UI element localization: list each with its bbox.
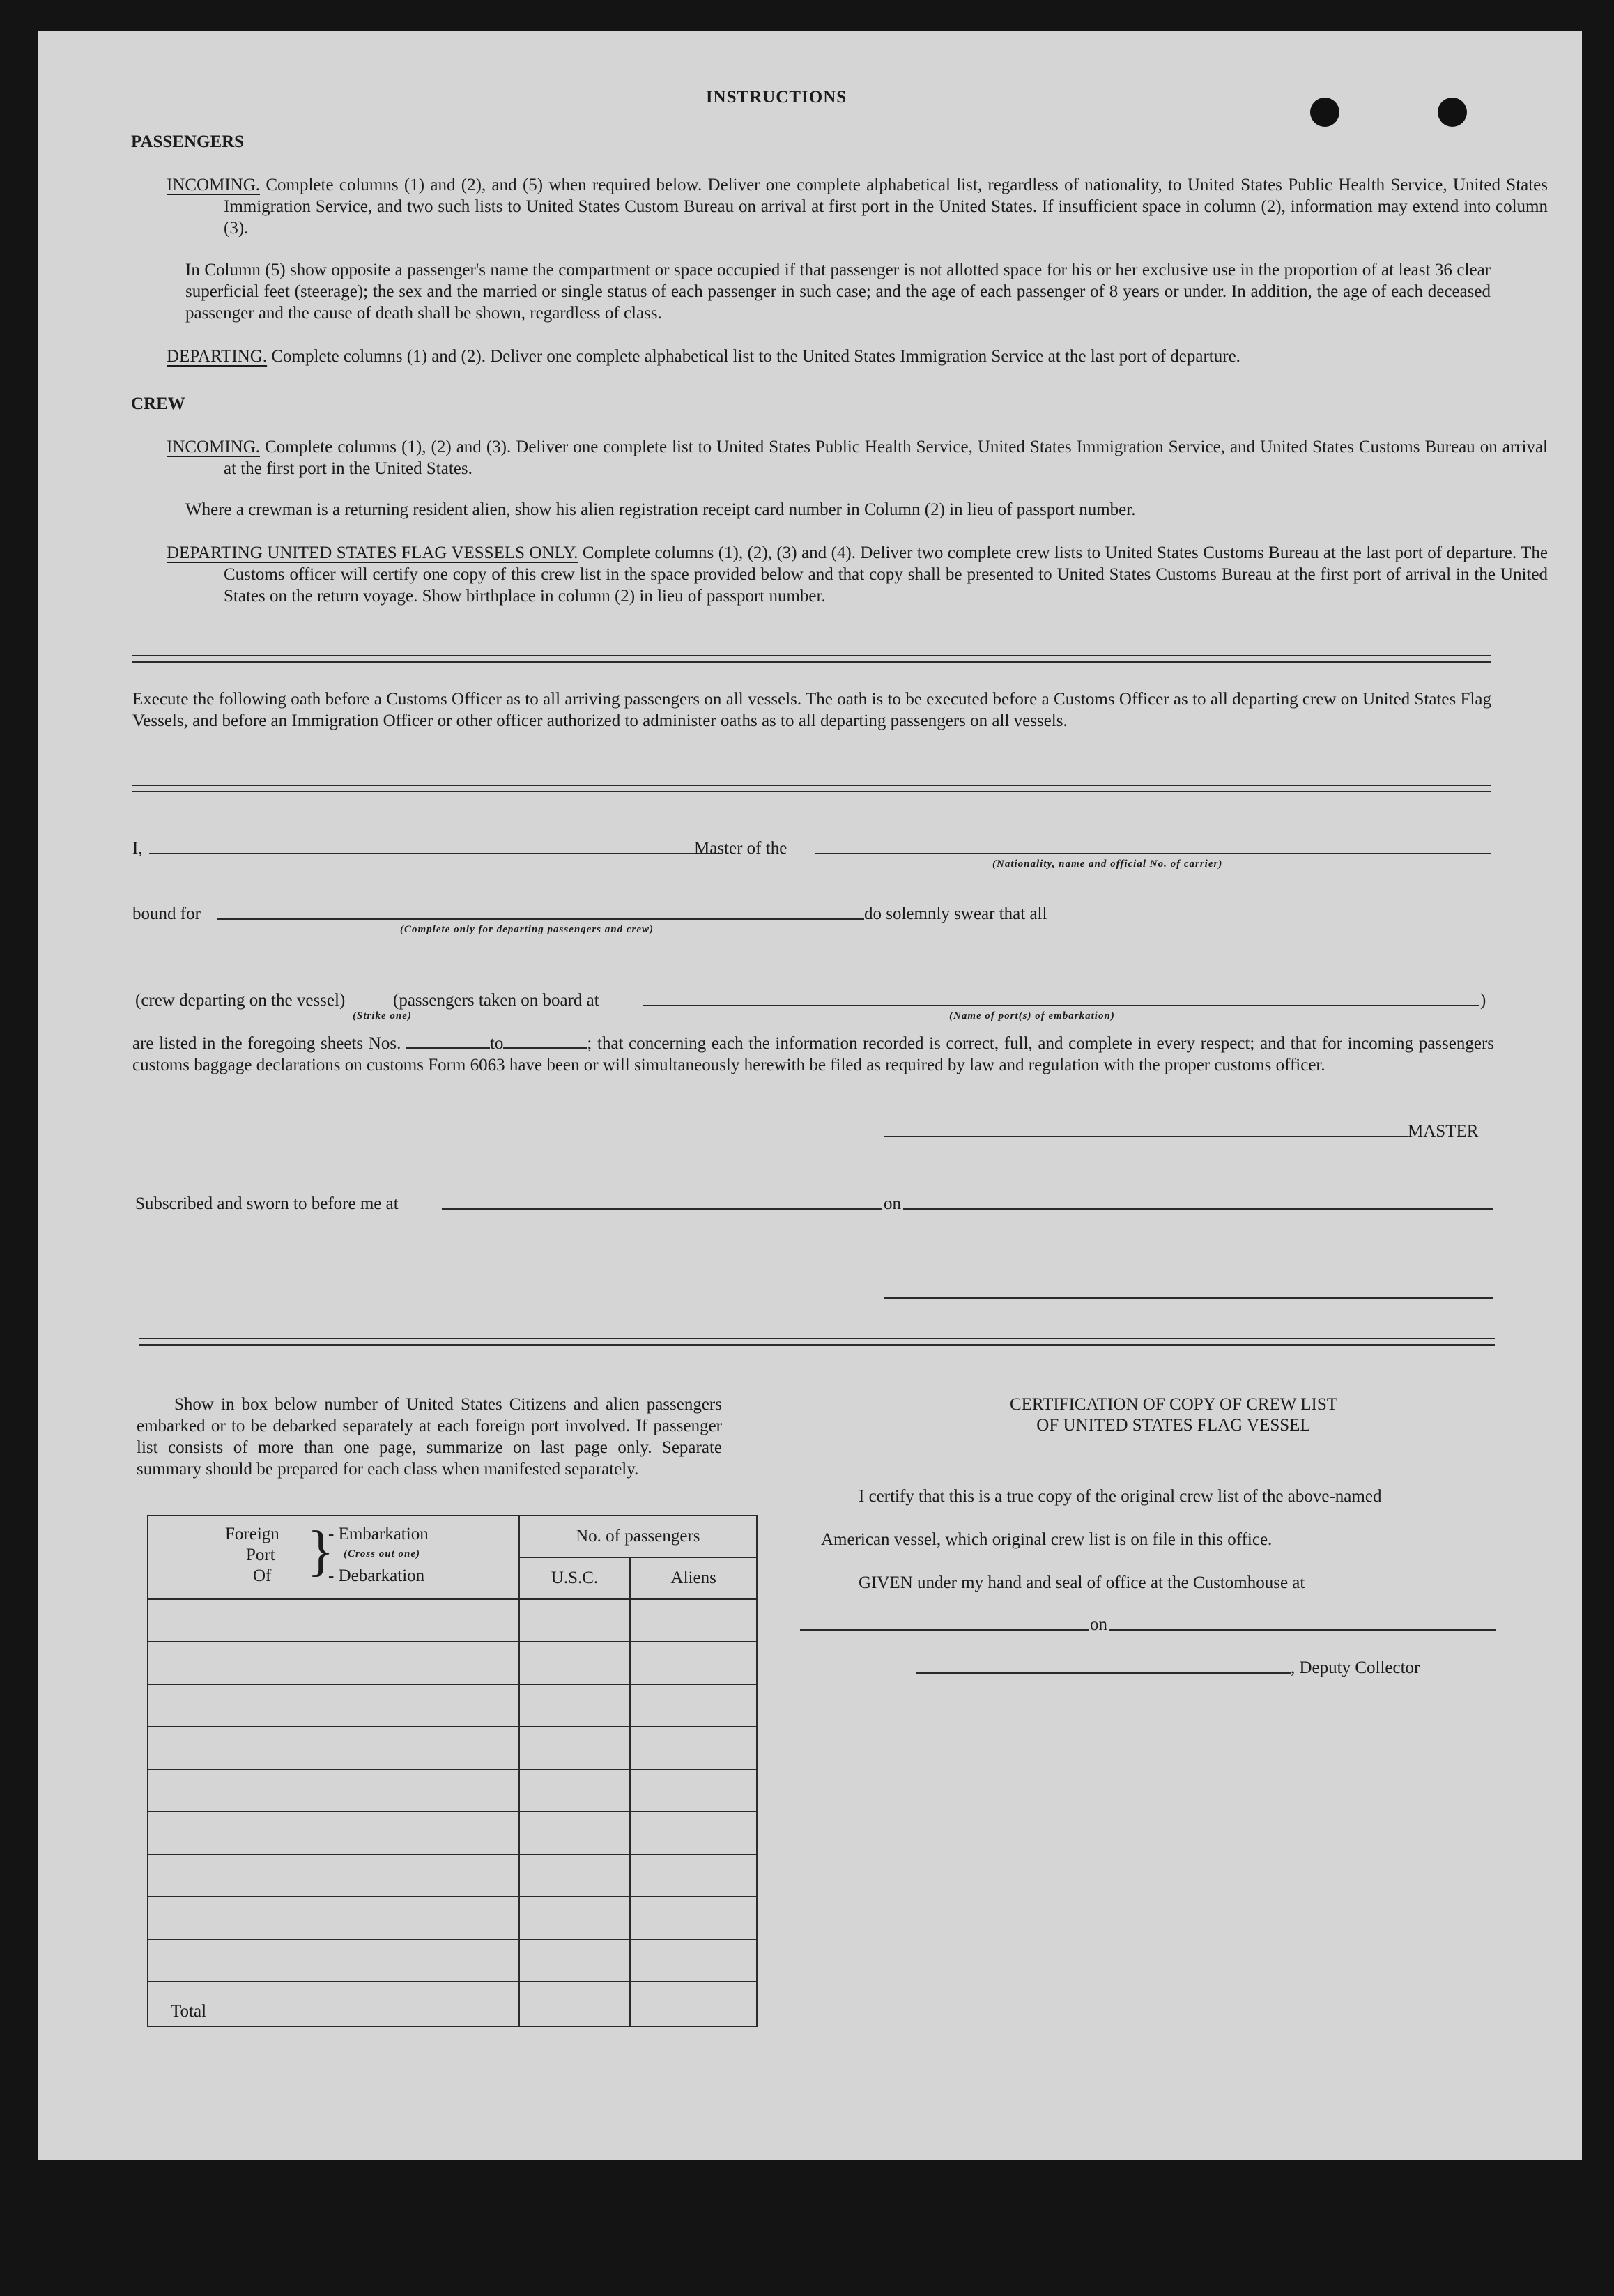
oath-instructions: Execute the following oath before a Customs Officer as to all arriving passengers on all vessels. The oath is to be executed before a Customs Officer as to all departing crew on United States Flag Vessels, and before an Immigration Officer or other officer authorized to administer oaths as to all departing passengers on all vessels. <box>132 690 1491 730</box>
punch-hole-left <box>1310 98 1339 127</box>
table-row <box>148 1939 757 1982</box>
aliens-cell[interactable] <box>630 1769 757 1812</box>
aliens-header: Aliens <box>630 1557 757 1599</box>
master-of-the-label: Master of the <box>694 839 787 858</box>
strike-one-note: (Strike one) <box>353 1010 412 1022</box>
crew-incoming <box>167 436 1548 479</box>
usc-cell[interactable] <box>519 1684 631 1727</box>
divider-1 <box>132 655 1491 663</box>
swear-label: do solemnly swear that all <box>864 904 1047 923</box>
aliens-cell[interactable] <box>630 1684 757 1727</box>
form-sheet <box>38 31 1582 2160</box>
master-label: MASTER <box>1408 1122 1479 1141</box>
certification-date-field[interactable] <box>1109 1629 1496 1631</box>
brace-icon: } <box>307 1520 335 1582</box>
no-passengers-header: No. of passengers <box>519 1516 757 1557</box>
passengers-departing <box>167 346 1491 367</box>
passengers-column5-note: In Column (5) show opposite a passenger's name the compartment or space occupied if that passenger is not allotted space for his or her exclusive use in the proportion of at least 36 clear superficial feet (steerage); the sex and the married or single status of each passenger in such case; and the age of each passenger of 8 years or under. In addition, the age of each deceased passenger and the cause of death shall be shown, regardless of class. <box>185 261 1491 323</box>
total-aliens-cell[interactable] <box>630 1982 757 2026</box>
port-note: (Name of port(s) of embarkation) <box>949 1010 1115 1022</box>
sheet-to-field[interactable] <box>503 1033 587 1049</box>
port-cell[interactable] <box>148 1812 519 1854</box>
passengers-incoming-label: INCOMING. <box>167 176 261 194</box>
port-cell[interactable] <box>148 1769 519 1812</box>
to-label: to <box>489 1034 504 1053</box>
port-cell[interactable] <box>148 1599 519 1642</box>
port-cell[interactable] <box>148 1939 519 1982</box>
listed-rest: ; that concerning each the information recorded is correct, full, and complete in every respect; and that for incoming passengers customs baggage declarations on customs Form 6063 have been or will simultaneously herewith be filed as required by law and regulation with the proper customs officer. <box>132 1034 1494 1074</box>
passengers-incoming <box>167 174 1548 239</box>
embarkation-option: - Embarkation <box>328 1525 429 1543</box>
deputy-collector-label: , Deputy Collector <box>1291 1658 1420 1677</box>
aliens-cell[interactable] <box>630 1727 757 1769</box>
table-row <box>148 1769 757 1812</box>
total-row <box>148 1982 757 2026</box>
bound-for-note: (Complete only for departing passengers and crew) <box>400 924 654 935</box>
crew-departing-label: DEPARTING UNITED STATES FLAG VESSELS ONLY. <box>167 544 578 562</box>
port-header-cell <box>148 1516 519 1599</box>
certification-title-line1: CERTIFICATION OF COPY OF CREW LIST <box>1009 1395 1338 1414</box>
table-row <box>148 1727 757 1769</box>
bound-for-label: bound for <box>132 904 201 923</box>
embarkation-port-field[interactable] <box>643 1005 1479 1006</box>
sheet-from-field[interactable] <box>406 1033 490 1049</box>
customhouse-field[interactable] <box>800 1629 1089 1631</box>
usc-cell[interactable] <box>519 1599 631 1642</box>
crew-departing-option: (crew departing on the vessel) <box>135 991 346 1010</box>
passenger-summary-table <box>147 1515 758 2027</box>
aliens-cell[interactable] <box>630 1812 757 1854</box>
table-row <box>148 1812 757 1854</box>
summary-instructions: Show in box below number of United States Citizens and alien passengers embarked or to be debarked separately at each foreign port involved. If passenger list consists of more than one page, summarize on last page only. Separate summary should be prepared for each class when manifested separately. <box>137 1395 722 1479</box>
divider-2 <box>132 785 1491 792</box>
aliens-cell[interactable] <box>630 1897 757 1939</box>
divider-3 <box>139 1338 1495 1346</box>
port-cell[interactable] <box>148 1684 519 1727</box>
port-cell[interactable] <box>148 1897 519 1939</box>
usc-cell[interactable] <box>519 1897 631 1939</box>
punch-hole-right <box>1438 98 1467 127</box>
passengers-heading: PASSENGERS <box>131 132 245 151</box>
certification-line3: GIVEN under my hand and seal of office at the Customhouse at <box>859 1573 1305 1592</box>
aliens-cell[interactable] <box>630 1599 757 1642</box>
aliens-cell[interactable] <box>630 1642 757 1684</box>
listed-statement <box>132 1033 1494 1076</box>
passengers-departing-text: Complete columns (1) and (2). Deliver one complete alphabetical list to the United States Immigration Service at the last port of departure. <box>271 347 1240 366</box>
table-row <box>148 1897 757 1939</box>
port-label: Port <box>246 1546 275 1564</box>
subscribed-date-field[interactable] <box>903 1208 1493 1210</box>
table-row <box>148 1684 757 1727</box>
crew-heading: CREW <box>131 394 185 413</box>
certification-title-line2: OF UNITED STATES FLAG VESSEL <box>1036 1416 1311 1435</box>
usc-cell[interactable] <box>519 1939 631 1982</box>
debarkation-option: - Debarkation <box>328 1566 425 1585</box>
total-usc-cell[interactable] <box>519 1982 631 2026</box>
close-paren: ) <box>1480 991 1486 1010</box>
officer-signature-field[interactable] <box>884 1297 1493 1299</box>
usc-cell[interactable] <box>519 1769 631 1812</box>
port-cell[interactable] <box>148 1642 519 1684</box>
of-label: Of <box>253 1566 272 1585</box>
certification-line1: I certify that this is a true copy of the original crew list of the above-named <box>859 1487 1382 1506</box>
passengers-incoming-text: Complete columns (1) and (2), and (5) when required below. Deliver one complete alphabetical list, regardless of nationality, to United States Public Health Service, United States Immigration Service, and two such lists to United States Custom Bureau on arrival at first port in the United States. If insufficient space in column (2), information may extend into column (3). <box>224 176 1548 238</box>
passengers-departing-label: DEPARTING. <box>167 347 268 366</box>
crew-incoming-text: Complete columns (1), (2) and (3). Deliver one complete list to United States Public Health Service, United States Immigration Service, and United States Customs Bureau on arrival at the first port in the United States. <box>224 438 1548 478</box>
total-label: Total <box>148 1982 519 2026</box>
listed-prefix: are listed in the foregoing sheets Nos. <box>132 1034 401 1053</box>
table-row <box>148 1854 757 1897</box>
usc-header: U.S.C. <box>519 1557 631 1599</box>
passengers-taken-option: (passengers taken on board at <box>393 991 599 1010</box>
cross-out-note: (Cross out one) <box>344 1548 421 1559</box>
deputy-signature-field[interactable] <box>916 1672 1291 1674</box>
oath-i-label: I, <box>132 839 143 858</box>
crew-resident-note: Where a crewman is a returning resident alien, show his alien registration receipt card number in Column (2) in lieu of passport number. <box>185 500 1136 519</box>
certification-line2: American vessel, which original crew list is on file in this office. <box>821 1530 1273 1549</box>
certification-on-label: on <box>1090 1615 1107 1634</box>
usc-cell[interactable] <box>519 1642 631 1684</box>
foreign-label: Foreign <box>225 1525 279 1543</box>
port-cell[interactable] <box>148 1854 519 1897</box>
subscribed-label: Subscribed and sworn to before me at <box>135 1194 399 1213</box>
master-name-field[interactable] <box>149 853 721 854</box>
crew-departing-text: Complete columns (1), (2), (3) and (4). Deliver two complete crew lists to United States Customs Bureau at the last port of departure. The Customs officer will certify one copy of this crew list in the space provided below and that copy shall be presented to United States Customs Bureau at the first port of arrival in the United States on the return voyage. Show birthplace in column (2) in lieu of passport number. <box>224 544 1548 606</box>
subscribed-on-label: on <box>884 1194 901 1213</box>
usc-cell[interactable] <box>519 1854 631 1897</box>
carrier-field[interactable] <box>815 853 1491 854</box>
master-signature-field[interactable] <box>884 1136 1408 1137</box>
page-title: INSTRUCTIONS <box>705 88 847 107</box>
aliens-cell[interactable] <box>630 1854 757 1897</box>
aliens-cell[interactable] <box>630 1939 757 1982</box>
table-row <box>148 1599 757 1642</box>
carrier-note: (Nationality, name and official No. of carrier) <box>992 858 1223 870</box>
bound-for-field[interactable] <box>217 918 864 920</box>
subscribed-place-field[interactable] <box>442 1208 882 1210</box>
table-row <box>148 1642 757 1684</box>
port-cell[interactable] <box>148 1727 519 1769</box>
crew-departing <box>167 542 1548 607</box>
usc-cell[interactable] <box>519 1727 631 1769</box>
crew-incoming-label: INCOMING. <box>167 438 261 456</box>
usc-cell[interactable] <box>519 1812 631 1854</box>
